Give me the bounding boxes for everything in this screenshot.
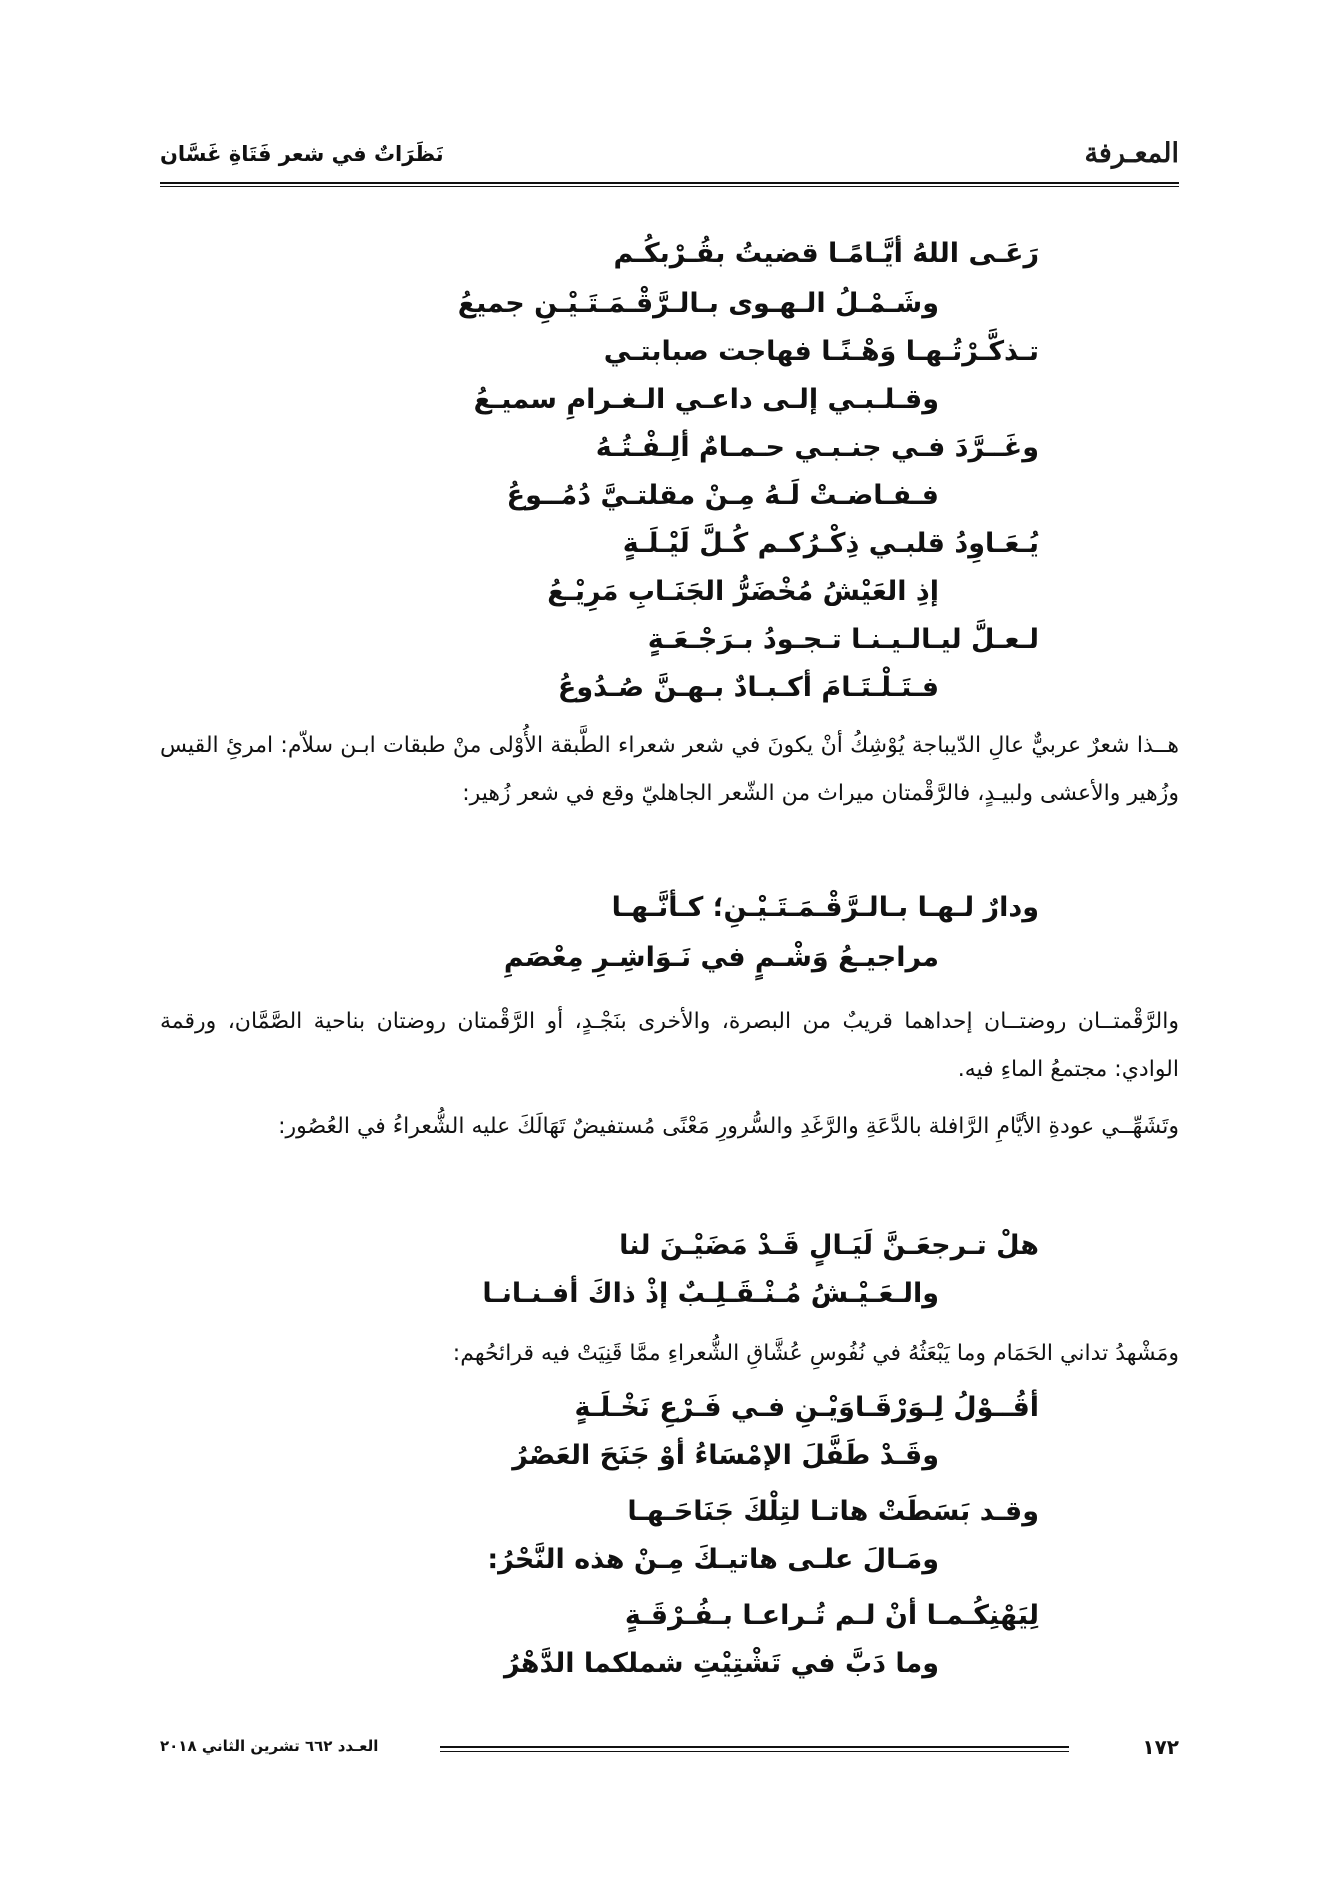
paragraph-4: ومَشْهدُ تداني الحَمَام وما يَبْعَثُهُ في نُفُوسِ عُشَّاقِ الشُّعراءِ ممَّا قَنِيَتْ فيه قرائحُهم: bbox=[452, 1341, 1179, 1366]
poem1-verse-5a: لـعـلَّ ليـالـيـنـا تـجـودُ بـرَجْـعَـةٍ bbox=[647, 624, 1039, 655]
poem1-verse-2a: تـذكَّـرْتُـهـا وَهْـنًـا فهاجت صبابتـي bbox=[603, 336, 1039, 367]
poem4-verse-1b: وقَـدْ طَفَّلَ الإمْسَاءُ أوْ جَنَحَ العَصْرُ bbox=[512, 1440, 939, 1471]
running-header bbox=[160, 128, 1179, 178]
poem4-verse-3a: لِيَهْنِكُـمـا أنْ لـم تُـراعـا بـفُـرْقَـةٍ bbox=[624, 1600, 1039, 1631]
poem4-verse-3b: وما دَبَّ في تَشْتِيْتِ شملكما الدَّهْرُ bbox=[504, 1648, 939, 1679]
page-footer bbox=[160, 1735, 1179, 1765]
footer-rule bbox=[440, 1746, 1069, 1748]
poem3-verse-a: هلْ تـرجعَـنَّ لَيَـالٍ قَـدْ مَضَيْـنَ لنا bbox=[619, 1230, 1039, 1261]
paragraph-2: والرَّقْمتــان روضتــان إحداهما قريبٌ من البصرة، والأخرى بنَجْـدٍ، أو الرَّقْمتان روضتان بناحية الصَّمَّان، ورقمة الوادي: مجتمعُ الماءِ فيه. bbox=[160, 1009, 1179, 1082]
poem1-verse-5b: فـتَـلْـتَـامَ أكـبـادٌ بـهـنَّ صُـدُوعُ bbox=[557, 672, 939, 703]
poem4-verse-2b: ومَـالَ علـى هاتيـكَ مِـنْ هذه النَّحْرُ: bbox=[487, 1544, 939, 1575]
poem1-verse-3b: فـفـاضـتْ لَـهُ مِـنْ مقلتـيَّ دُمُــوعُ bbox=[506, 480, 939, 511]
poem2-verse-a: ودارٌ لـهـا بـالـرَّقْـمَـتَـيْـنِ؛ كـأنَّـهـا bbox=[611, 892, 1039, 923]
poem1-verse-2b: وقـلـبـي إلـى داعـي الـغـرامِ سميـعُ bbox=[473, 384, 939, 415]
poem3-verse-b: والـعَـيْـشُ مُـنْـقَـلِـبٌ إذْ ذاكَ أفـنـانـا bbox=[482, 1278, 939, 1309]
poem1-verse-4b: إذِ العَيْشُ مُخْضَرُّ الجَنَـابِ مَرِيْـعُ bbox=[547, 576, 939, 607]
paragraph-3: وتَشَهِّــي عودةِ الأيَّامِ الرَّافلة بالدَّعَةِ والرَّغَدِ والسُّرورِ مَعْنًى مُستفيضٌ تَهَالَكَ عليه الشُّعراءُ في العُصُور: bbox=[278, 1114, 1179, 1139]
header-rule-thin bbox=[160, 186, 1179, 187]
poem1-verse-4a: يُـعَـاوِدُ قلبـي ذِكْـرُكـم كُـلَّ لَيْـلَـةٍ bbox=[622, 528, 1039, 559]
footer-rule-thin bbox=[440, 1751, 1069, 1752]
article-title: نَظَرَاتٌ في شعر فَتَاةِ غَسَّان bbox=[160, 142, 444, 166]
header-rule bbox=[160, 182, 1179, 184]
poem1-verse-3a: وغَــرَّدَ فـي جنـبـي حـمـامٌ ألِـفْـتُـهُ bbox=[595, 432, 1039, 463]
paragraph-1: هــذا شعرٌ عربيٌّ عالِ الدّيباجة يُوْشِكُ أنْ يكونَ في شعر شعراء الطَّبقة الأُوْلى منْ طبقات ابـن سلاّم: امرئِ القيس وزُهير والأعشى ولبيـدٍ، فالرَّقْمتان ميراث من الشّعر الجاهليّ وقع في شعر زُهير: bbox=[160, 733, 1179, 806]
poem2-verse-b: مراجيـعُ وَشْـمٍ في نَـوَاشِـرِ مِعْصَمِ bbox=[503, 942, 939, 973]
poem1-verse-1b: وشَـمْـلُ الـهـوى بـالـرَّقْـمَـتَـيْـنِ جميعُ bbox=[457, 288, 939, 319]
poem4-verse-2a: وقـد بَسَطَتْ هاتـا لتِلْكَ جَنَاحَـهـا bbox=[627, 1496, 1039, 1527]
poem4-verse-1a: أقُــوْلُ لِـوَرْقَـاوَيْـنِ فـي فَـرْعِ نَخْـلَـةٍ bbox=[574, 1392, 1039, 1423]
poem1-verse-1a: رَعَـى اللهُ أيَّـامًـا قضيتُ بقُـرْبكُـم bbox=[613, 238, 1039, 269]
page-number: ١٧٢ bbox=[1142, 1735, 1179, 1759]
journal-logo: المعـرفة bbox=[1084, 138, 1179, 169]
issue-label: العـدد ٦٦٢ تشرين الثاني ٢٠١٨ bbox=[160, 1737, 379, 1755]
